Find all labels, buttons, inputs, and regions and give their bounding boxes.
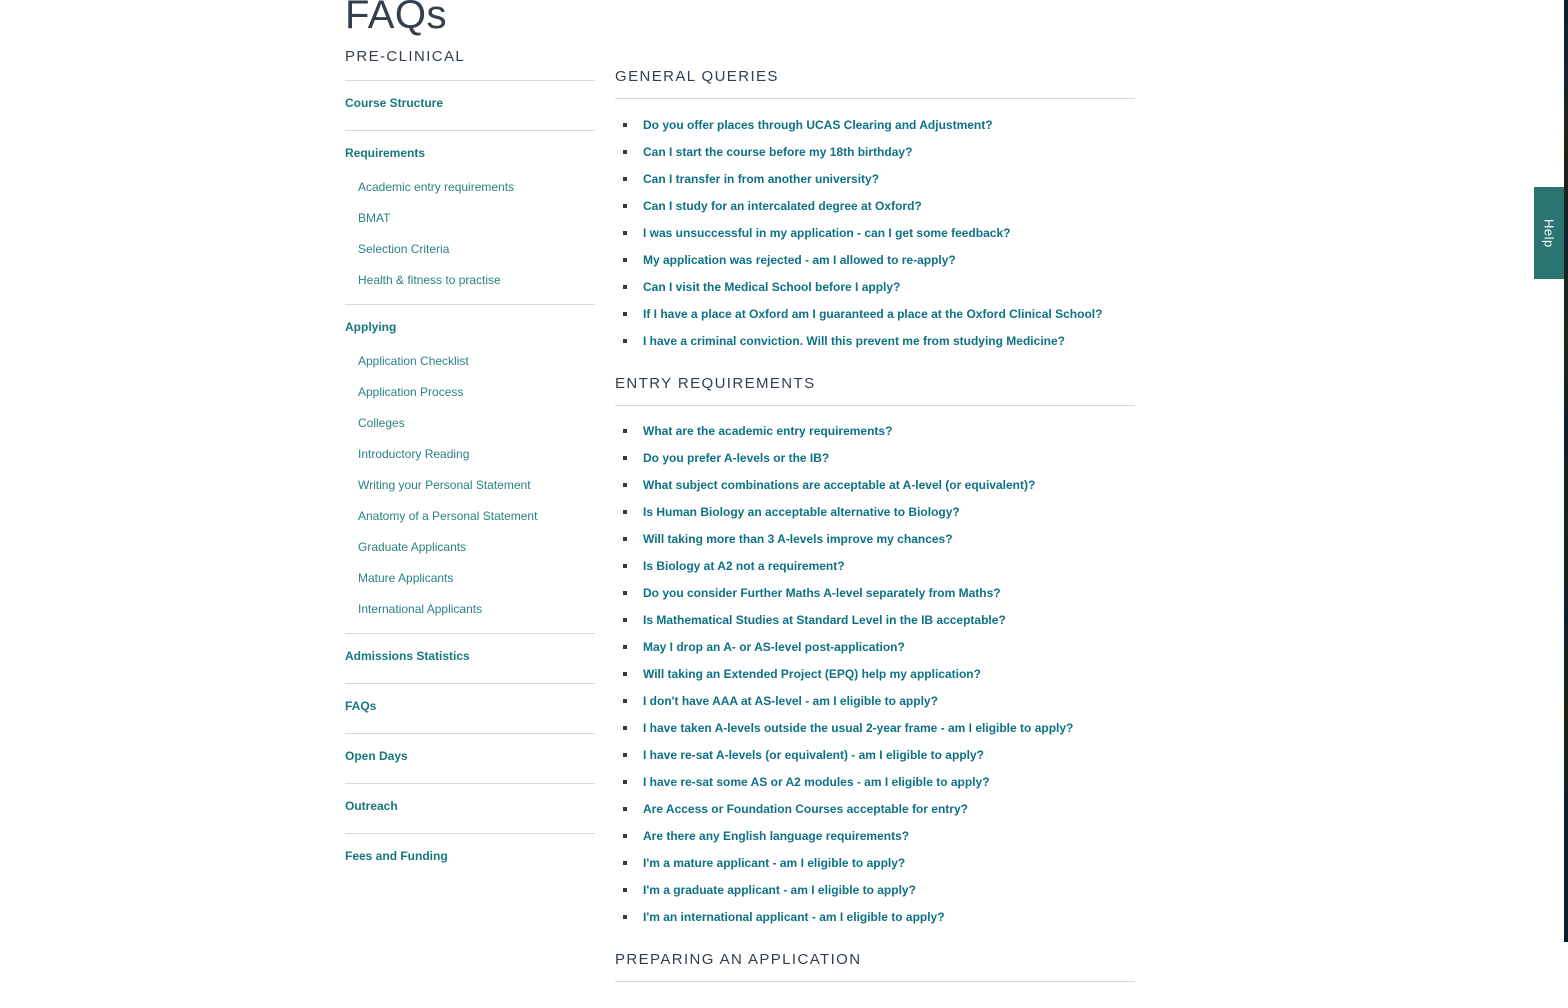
- columns: [345, 48, 1568, 1002]
- faq-question-link[interactable]: Is Biology at A2 not a requirement?: [643, 559, 845, 574]
- square-bullet-icon: [623, 123, 627, 127]
- sidebar-subitem-row: [345, 470, 595, 501]
- square-bullet-icon: [623, 834, 627, 838]
- faq-question-row: [615, 742, 1135, 769]
- square-bullet-icon: [623, 888, 627, 892]
- faq-question-row: [615, 661, 1135, 688]
- square-bullet-icon: [623, 726, 627, 730]
- sidebar-subitem[interactable]: BMAT: [358, 211, 391, 225]
- faq-question-link[interactable]: I was unsuccessful in my application - can I get some feedback?: [643, 225, 1011, 240]
- faq-question-row: [615, 499, 1135, 526]
- sidebar-item[interactable]: FAQs: [345, 699, 377, 713]
- sidebar-subitem-row: [345, 377, 595, 408]
- faq-question-link[interactable]: Are Access or Foundation Courses acceptable for entry?: [643, 802, 968, 817]
- faq-question-link[interactable]: I'm a mature applicant - am I eligible to apply?: [643, 856, 906, 871]
- sidebar-nav: [345, 81, 595, 883]
- faq-question-row: [615, 445, 1135, 472]
- faq-question-link[interactable]: May I drop an A- or AS-level post-application?: [643, 640, 905, 655]
- faq-question-row: [615, 553, 1135, 580]
- faq-question-link[interactable]: Can I start the course before my 18th birthday?: [643, 144, 913, 159]
- faq-question-row: [615, 634, 1135, 661]
- faq-question-row: [615, 220, 1135, 247]
- sidebar-subitem[interactable]: Anatomy of a Personal Statement: [358, 509, 538, 523]
- faq-question-row: [615, 301, 1135, 328]
- sidebar-subitem-row: [345, 532, 595, 563]
- sidebar-subitem-list: [345, 775, 595, 783]
- faq-question-row: [615, 688, 1135, 715]
- faq-question-row: [615, 769, 1135, 796]
- faq-question-link[interactable]: Do you prefer A-levels or the IB?: [643, 451, 830, 466]
- faq-question-link[interactable]: Can I visit the Medical School before I apply?: [643, 279, 901, 294]
- sidebar-subitem-row: [345, 203, 595, 234]
- page-title: FAQs: [345, 0, 448, 37]
- faq-question-row: [615, 166, 1135, 193]
- square-bullet-icon: [623, 861, 627, 865]
- sidebar-subitem-row: [345, 346, 595, 377]
- square-bullet-icon: [623, 672, 627, 676]
- sidebar-subitem-row: [345, 594, 595, 625]
- faq-question-link[interactable]: I have a criminal conviction. Will this prevent me from studying Medicine?: [643, 333, 1065, 348]
- sidebar-nav-group: [345, 734, 595, 784]
- sidebar-nav-group: [345, 131, 595, 305]
- square-bullet-icon: [623, 204, 627, 208]
- square-bullet-icon: [623, 807, 627, 811]
- sidebar-subitem-row: [345, 563, 595, 594]
- sidebar-nav-group: [345, 784, 595, 834]
- faq-question-link[interactable]: Do you offer places through UCAS Clearing and Adjustment?: [643, 117, 993, 132]
- sidebar-item[interactable]: Admissions Statistics: [345, 649, 470, 663]
- faq-content: [615, 56, 1135, 1002]
- sidebar: [345, 48, 595, 883]
- sidebar-subitem[interactable]: Mature Applicants: [358, 571, 454, 585]
- square-bullet-icon: [623, 780, 627, 784]
- square-bullet-icon: [623, 537, 627, 541]
- faq-question-link[interactable]: If I have a place at Oxford am I guaranteed a place at the Oxford Clinical School?: [643, 306, 1103, 321]
- sidebar-subitem[interactable]: Application Checklist: [358, 354, 469, 368]
- faq-question-link[interactable]: I have re-sat some AS or A2 modules - am I eligible to apply?: [643, 775, 990, 790]
- sidebar-item[interactable]: Applying: [345, 320, 397, 334]
- faq-question-link[interactable]: Is Human Biology an acceptable alternative to Biology?: [643, 505, 960, 520]
- faq-question-link[interactable]: Can I transfer in from another university?: [643, 171, 880, 186]
- sidebar-subitem-list: [345, 346, 595, 633]
- square-bullet-icon: [623, 591, 627, 595]
- faq-question-link[interactable]: Is Mathematical Studies at Standard Level in the IB acceptable?: [643, 613, 1006, 628]
- faq-section-heading: GENERAL QUERIES: [615, 68, 1135, 99]
- faq-question-row: [615, 139, 1135, 166]
- sidebar-subitem[interactable]: Introductory Reading: [358, 447, 470, 461]
- faq-question-row: [615, 607, 1135, 634]
- sidebar-nav-group: [345, 834, 595, 883]
- faq-question-link[interactable]: I have re-sat A-levels (or equivalent) - am I eligible to apply?: [643, 748, 984, 763]
- sidebar-item[interactable]: Open Days: [345, 749, 408, 763]
- faq-question-row: [615, 472, 1135, 499]
- sidebar-subitem[interactable]: Graduate Applicants: [358, 540, 467, 554]
- sidebar-section-heading: PRE-CLINICAL: [345, 48, 595, 81]
- square-bullet-icon: [623, 177, 627, 181]
- sidebar-subitem[interactable]: Application Process: [358, 385, 464, 399]
- faq-section: [615, 68, 1135, 354]
- sidebar-subitem-row: [345, 408, 595, 439]
- sidebar-subitem-row: [345, 501, 595, 532]
- faq-question-row: [615, 526, 1135, 553]
- right-edge-strip: [1564, 0, 1568, 942]
- sidebar-item[interactable]: Fees and Funding: [345, 849, 448, 863]
- sidebar-subitem[interactable]: Writing your Personal Statement: [358, 478, 531, 492]
- faq-question-row: [615, 247, 1135, 274]
- sidebar-nav-group: [345, 684, 595, 734]
- faq-question-link[interactable]: Are there any English language requirements?: [643, 829, 910, 844]
- square-bullet-icon: [623, 285, 627, 289]
- sidebar-subitem-list: [345, 172, 595, 304]
- square-bullet-icon: [623, 915, 627, 919]
- faq-question-row: [615, 274, 1135, 301]
- faq-question-link[interactable]: Will taking more than 3 A-levels improve my chances?: [643, 532, 953, 547]
- faq-question-link[interactable]: What subject combinations are acceptable at A-level (or equivalent)?: [643, 478, 1036, 493]
- sidebar-subitem-list: [345, 675, 595, 683]
- square-bullet-icon: [623, 618, 627, 622]
- square-bullet-icon: [623, 312, 627, 316]
- faq-section-heading: PREPARING AN APPLICATION: [615, 951, 1135, 982]
- square-bullet-icon: [623, 483, 627, 487]
- sidebar-nav-group: [345, 634, 595, 684]
- sidebar-subitem[interactable]: Selection Criteria: [358, 242, 450, 256]
- faq-question-row: [615, 823, 1135, 850]
- sidebar-subitem[interactable]: International Applicants: [358, 602, 483, 616]
- sidebar-nav-group: [345, 81, 595, 131]
- faq-question-link[interactable]: Can I study for an intercalated degree at Oxford?: [643, 198, 922, 213]
- faq-question-link[interactable]: What are the academic entry requirements?: [643, 424, 893, 439]
- faq-question-list: [615, 418, 1135, 931]
- faq-question-link[interactable]: Will taking an Extended Project (EPQ) help my application?: [643, 667, 981, 682]
- square-bullet-icon: [623, 339, 627, 343]
- faq-section: [615, 375, 1135, 931]
- faq-question-row: [615, 193, 1135, 220]
- sidebar-subitem-list: [345, 122, 595, 130]
- faq-question-row: [615, 112, 1135, 139]
- faq-question-row: [615, 850, 1135, 877]
- sidebar-subitem-row: [345, 234, 595, 265]
- square-bullet-icon: [623, 429, 627, 433]
- faq-question-row: [615, 418, 1135, 445]
- square-bullet-icon: [623, 150, 627, 154]
- sidebar-item[interactable]: Course Structure: [345, 96, 444, 110]
- faq-question-link[interactable]: Do you consider Further Maths A-level separately from Maths?: [643, 586, 1001, 601]
- help-tab[interactable]: Help: [1534, 187, 1564, 279]
- sidebar-item[interactable]: Requirements: [345, 146, 426, 160]
- sidebar-subitem-list: [345, 825, 595, 833]
- square-bullet-icon: [623, 510, 627, 514]
- faq-question-row: [615, 877, 1135, 904]
- square-bullet-icon: [623, 753, 627, 757]
- sidebar-subitem-row: [345, 265, 595, 296]
- faq-section: [615, 951, 1135, 982]
- sidebar-subitem[interactable]: Academic entry requirements: [358, 180, 515, 194]
- square-bullet-icon: [623, 645, 627, 649]
- faq-question-row: [615, 328, 1135, 355]
- sidebar-subitem-row: [345, 172, 595, 203]
- faq-question-row: [615, 904, 1135, 931]
- sidebar-subitem[interactable]: Health & fitness to practise: [358, 273, 501, 287]
- sidebar-subitem-row: [345, 439, 595, 470]
- sidebar-subitem[interactable]: Colleges: [358, 416, 405, 430]
- square-bullet-icon: [623, 699, 627, 703]
- faq-question-link[interactable]: I have taken A-levels outside the usual 2-year frame - am I eligible to apply?: [643, 721, 1074, 736]
- faq-question-row: [615, 796, 1135, 823]
- sidebar-subitem-list: [345, 725, 595, 733]
- sidebar-nav-group: [345, 305, 595, 634]
- faq-question-link[interactable]: I'm an international applicant - am I eligible to apply?: [643, 910, 945, 925]
- square-bullet-icon: [623, 231, 627, 235]
- faq-question-link[interactable]: My application was rejected - am I allowed to re-apply?: [643, 252, 956, 267]
- faq-question-list: [615, 112, 1135, 355]
- faq-question-link[interactable]: I don't have AAA at AS-level - am I eligible to apply?: [643, 694, 938, 709]
- faq-question-link[interactable]: I'm a graduate applicant - am I eligible to apply?: [643, 883, 916, 898]
- square-bullet-icon: [623, 564, 627, 568]
- sidebar-subitem-list: [345, 875, 595, 883]
- faq-question-row: [615, 580, 1135, 607]
- square-bullet-icon: [623, 258, 627, 262]
- faq-section-heading: ENTRY REQUIREMENTS: [615, 375, 1135, 406]
- sidebar-item[interactable]: Outreach: [345, 799, 398, 813]
- square-bullet-icon: [623, 456, 627, 460]
- faq-question-row: [615, 715, 1135, 742]
